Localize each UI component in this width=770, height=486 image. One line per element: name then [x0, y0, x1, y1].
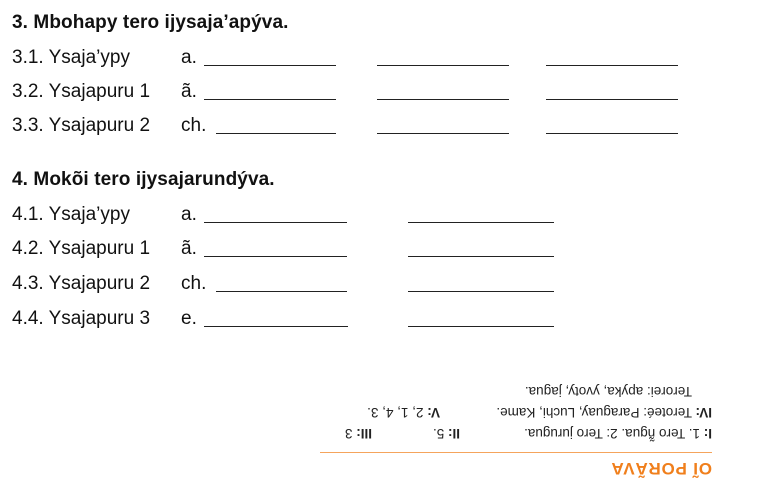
answer-blank[interactable] — [377, 65, 509, 66]
answer-key-divider — [320, 452, 712, 453]
answer-line-ii — [433, 426, 460, 441]
row-label: 3.3. Ysajapuru 2 — [12, 115, 151, 136]
answer-line-i — [524, 426, 712, 441]
answer-key-title: OĨ PORÃVA — [610, 459, 712, 478]
answer-blank[interactable] — [408, 291, 554, 292]
row-letter: ch. — [181, 115, 207, 136]
answer-text: 5. — [432, 426, 445, 441]
answer-line-terorei — [525, 384, 692, 399]
answer-blank[interactable] — [546, 99, 678, 100]
answer-blank[interactable] — [408, 256, 554, 257]
answer-blank[interactable] — [377, 133, 509, 134]
answer-blank[interactable] — [204, 222, 347, 223]
answer-blank[interactable] — [408, 326, 554, 327]
answer-key — [312, 360, 722, 486]
answer-key-label: II: — [448, 426, 460, 441]
row-label: 4.3. Ysajapuru 2 — [12, 273, 151, 294]
row-letter: a. — [181, 47, 197, 68]
row-label: 4.4. Ysajapuru 3 — [12, 308, 151, 329]
row-label: 3.2. Ysajapuru 1 — [12, 81, 151, 102]
answer-text: Terorei: apyka, yvoty, jagua. — [524, 384, 692, 399]
answer-blank[interactable] — [377, 99, 509, 100]
section-3-title: 3. Mbohapy tero ijysaja’apýva. — [12, 12, 289, 33]
section-4-title: 4. Mokõi tero ijysajarundýva. — [12, 169, 275, 190]
row-label: 4.2. Ysajapuru 1 — [12, 238, 151, 259]
answer-text: Teroteé: Paraguay, Luchi, Kame. — [496, 405, 692, 420]
row-letter: ch. — [181, 273, 207, 294]
answer-key-label: V: — [427, 405, 440, 420]
answer-line-v — [367, 405, 440, 420]
answer-blank[interactable] — [408, 222, 554, 223]
row-letter: ã. — [181, 238, 197, 259]
answer-blank[interactable] — [546, 133, 678, 134]
answer-blank[interactable] — [204, 256, 347, 257]
answer-blank[interactable] — [204, 65, 336, 66]
answer-key-label: III: — [356, 426, 372, 441]
answer-line-iii — [345, 426, 372, 441]
answer-text: 2, 1, 4, 3. — [367, 405, 424, 420]
row-letter: e. — [181, 308, 197, 329]
answer-blank[interactable] — [216, 133, 336, 134]
answer-blank[interactable] — [204, 326, 348, 327]
answer-text: 1. Tero ñ̃gua. 2: Tero jurugua. — [524, 426, 700, 441]
row-label: 4.1. Ysaja’ypy — [12, 204, 130, 225]
answer-blank[interactable] — [216, 291, 347, 292]
row-letter: a. — [181, 204, 197, 225]
answer-blank[interactable] — [546, 65, 678, 66]
row-letter: ã. — [181, 81, 197, 102]
answer-text: 3 — [344, 426, 353, 441]
answer-key-label: I: — [703, 426, 712, 441]
row-label: 3.1. Ysaja’ypy — [12, 47, 130, 68]
answer-blank[interactable] — [204, 99, 336, 100]
answer-key-label: IV: — [695, 405, 712, 420]
answer-line-iv — [496, 405, 712, 420]
